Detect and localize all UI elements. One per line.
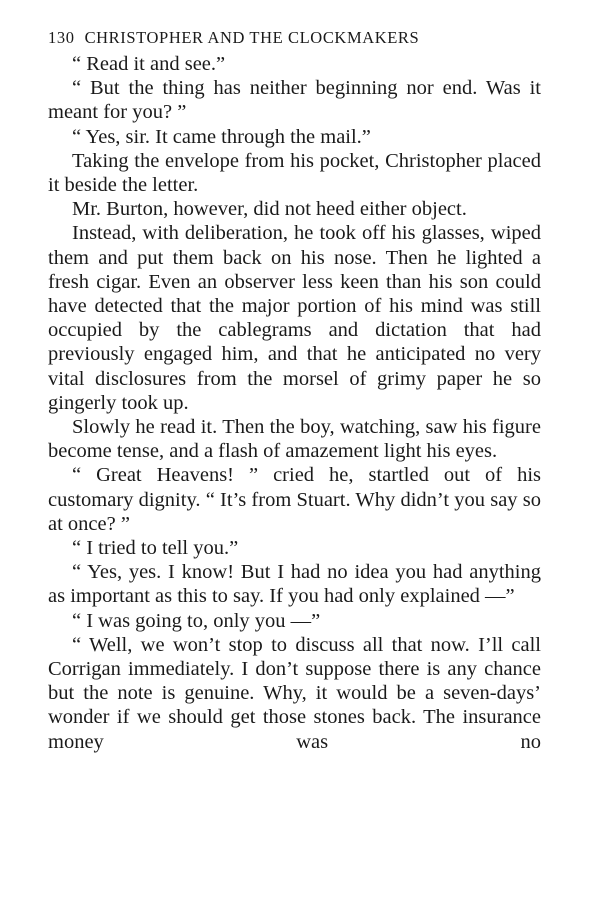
paragraph: Instead, with deliberation, he took off his glasses, wiped them and put them back on his nose. Then he lighted a fresh cigar. Even an observer less keen than his son could have detected that the major portion of his mind was still occupied by the cablegrams and dictation that had previously engaged him, and that he anticipated no very vital disclosures from the morsel of grimy paper he so gingerly took up. (48, 222, 541, 414)
paragraph: Taking the envelope from his pocket, Christopher placed it beside the letter. (48, 149, 541, 197)
paragraph: “ Yes, yes. I know! But I had no idea you had anything as important as this to say. If you had only explained —” (48, 561, 541, 608)
paragraph: “ But the thing has neither beginning nor end. Was it meant for you? ” (48, 77, 541, 124)
paragraph: Slowly he read it. Then the boy, watching, saw his figure become tense, and a flash of amazement light his eyes. (48, 416, 541, 463)
paragraph: Mr. Burton, however, did not heed either object. (72, 198, 467, 221)
page-number: 130 (48, 28, 75, 47)
running-title: CHRISTOPHER AND THE CLOCKMAKERS (84, 28, 420, 47)
body-text (48, 52, 541, 754)
paragraph: “ I was going to, only you —” (72, 609, 321, 632)
paragraph: “ Yes, sir. It came through the mail.” (72, 125, 371, 148)
paragraph: “ Well, we won’t stop to discuss all that now. I’ll call Corrigan immediately. I don’t suppose there is any chance but the note is genuine. Why, it would be a seven-days’ wonder if we should get those stones back. The insurance money was no (48, 633, 541, 753)
book-page (48, 26, 541, 754)
paragraph: “ Read it and see.” (72, 53, 226, 75)
running-head (48, 26, 541, 50)
paragraph: “ I tried to tell you.” (72, 537, 239, 560)
paragraph: “ Great Heavens! ” cried he, startled out of his customary dignity. “ It’s from Stuart. Why didn’t you say so at once? ” (48, 464, 541, 535)
